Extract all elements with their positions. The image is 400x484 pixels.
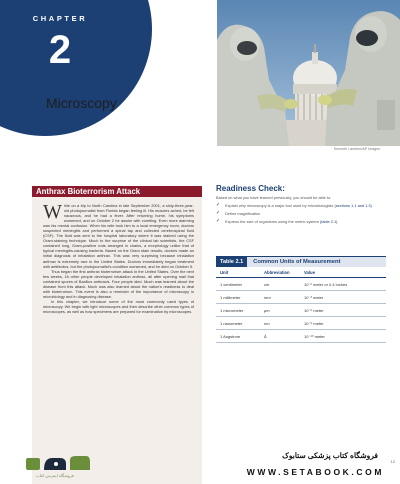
readiness-item-ref[interactable]: (sections 1.1 and 1.3) [334,203,372,208]
cell-unit: 1 centimeter [220,281,243,287]
table-row [216,317,386,330]
cell-unit: 1 micrometer [220,307,244,313]
readiness-item [216,203,386,208]
checkmark-icon: ✓ [216,210,221,216]
table-row [216,291,386,304]
table-row [216,278,386,291]
column-header-value: Value [304,270,315,275]
drop-cap: W [43,201,62,223]
case-paragraph-1-text: hile on a trip to North Carolina in late September 2001, a sixty-three-year-old photojournalist from Florida began feeling ill. His muscles ached, he felt nauseous, and he had a fever. After returning home, his symptoms worsened, and on October 2 he awoke with vomiting. Even more alarming was his mental confusion. When his wife took him to a local emergency room, doctors suspected meningitis and performed a spinal tap and collected cerebrospinal fluid (CSF). The fluid was sent to the hospital laboratory where it was stained using the Gram-staining technique. Much to the surprise of the clinical lab scientists, the CSF contained long, Gram-positive rods arranged in chains, a morphology unlike that of typical meningitis-causing bacteria. Based on the Gram stain results, doctors made an initial diagnosis of inhalation anthrax. This was very surprising because inhalation anthrax is extremely rare in the United States. Doctors immediately began treatment with antibiotics, but the photojournalist's condition worsened, and he died on October 5. [43,203,194,269]
cell-abbreviation: mm [264,294,271,300]
readiness-item [216,211,386,216]
store-url[interactable]: WWW.SETABOOK.COM [246,467,384,477]
cell-unit: 1 Angstrom [220,333,241,339]
table-title: Common Units of Measurement [253,259,341,265]
column-header-unit: Unit [220,270,229,275]
case-study-title: Anthrax Bioterrorism Attack [32,186,202,197]
chapter-label: CHAPTER [32,14,88,23]
photo-credit: Kenneth Lambert/AP Images [333,147,380,151]
column-header-abbreviation: Abbreviation [264,270,290,275]
table-header [216,256,386,267]
cell-value: 10⁻¹⁰ meter [304,333,325,339]
table-row [216,304,386,317]
cell-abbreviation: Å [264,333,267,339]
case-study-box [32,197,202,484]
cell-value: 10⁻² meter or 0.4 inches [304,281,348,287]
setabook-logo-icon [26,454,92,472]
case-paragraph-3: In this chapter, we introduce some of the most commonly used types of microscopy. We begin with light microscopes and then describe other common types of microscopes, as well as how specimens are prepared for examination by microscopes. [43,298,194,314]
checkmark-icon: ✓ [216,202,221,208]
checkmark-icon: ✓ [216,218,221,224]
hazmat-photo [217,0,400,146]
page-number: 12 [390,459,395,464]
table-column-headers [216,267,386,278]
case-paragraph-2: Thus began the first anthrax bioterrorism attack in the United States. Over the next few weeks, 16 other people developed inhalation anthrax, all after opening mail that contained spores of Bacillus anthracis. Four people died. Much was learned about the disease from this attack. Much was also learned about the nation's readiness to deal with bioterrorism. This event is also a reminder of the importance of microscopy in microbiology and in diagnosing disease. [43,268,194,299]
chapter-badge [0,0,152,136]
cell-abbreviation: μm [264,307,270,313]
cell-value: 10⁻⁹ meter [304,320,324,326]
readiness-title: Readiness Check: [216,184,285,193]
readiness-list [216,203,386,227]
cell-abbreviation: nm [264,320,270,326]
cell-value: 10⁻⁶ meter [304,307,324,313]
store-name: فروشگاه کتاب پزشکی ستابوک [282,451,378,460]
cell-abbreviation: cm [264,281,270,287]
table-row [216,330,386,343]
readiness-subtitle: Based on what you have learned previously, you should be able to: [216,195,332,200]
chapter-title: Microscopy [46,95,117,111]
readiness-item-text: Explain why microscopy is a major tool used by microbiologists [225,203,334,208]
table-label: Table 2.1 [216,257,247,267]
readiness-item-ref[interactable]: (table 2.1) [319,219,338,224]
setabook-logo [26,454,92,480]
readiness-item-text: Define magnification [225,211,261,216]
readiness-item [216,219,386,224]
cell-unit: 1 millimeter [220,294,241,300]
cell-value: 10⁻³ meter [304,294,324,300]
logo-subtitle: فروشگاه اینترنتی کتاب [36,473,74,478]
case-paragraph-1 [43,203,194,269]
cell-unit: 1 nanometer [220,320,243,326]
readiness-item-text: Express the size of organisms using the metric system [225,219,319,224]
chapter-number: 2 [48,28,72,72]
units-table [216,256,386,343]
